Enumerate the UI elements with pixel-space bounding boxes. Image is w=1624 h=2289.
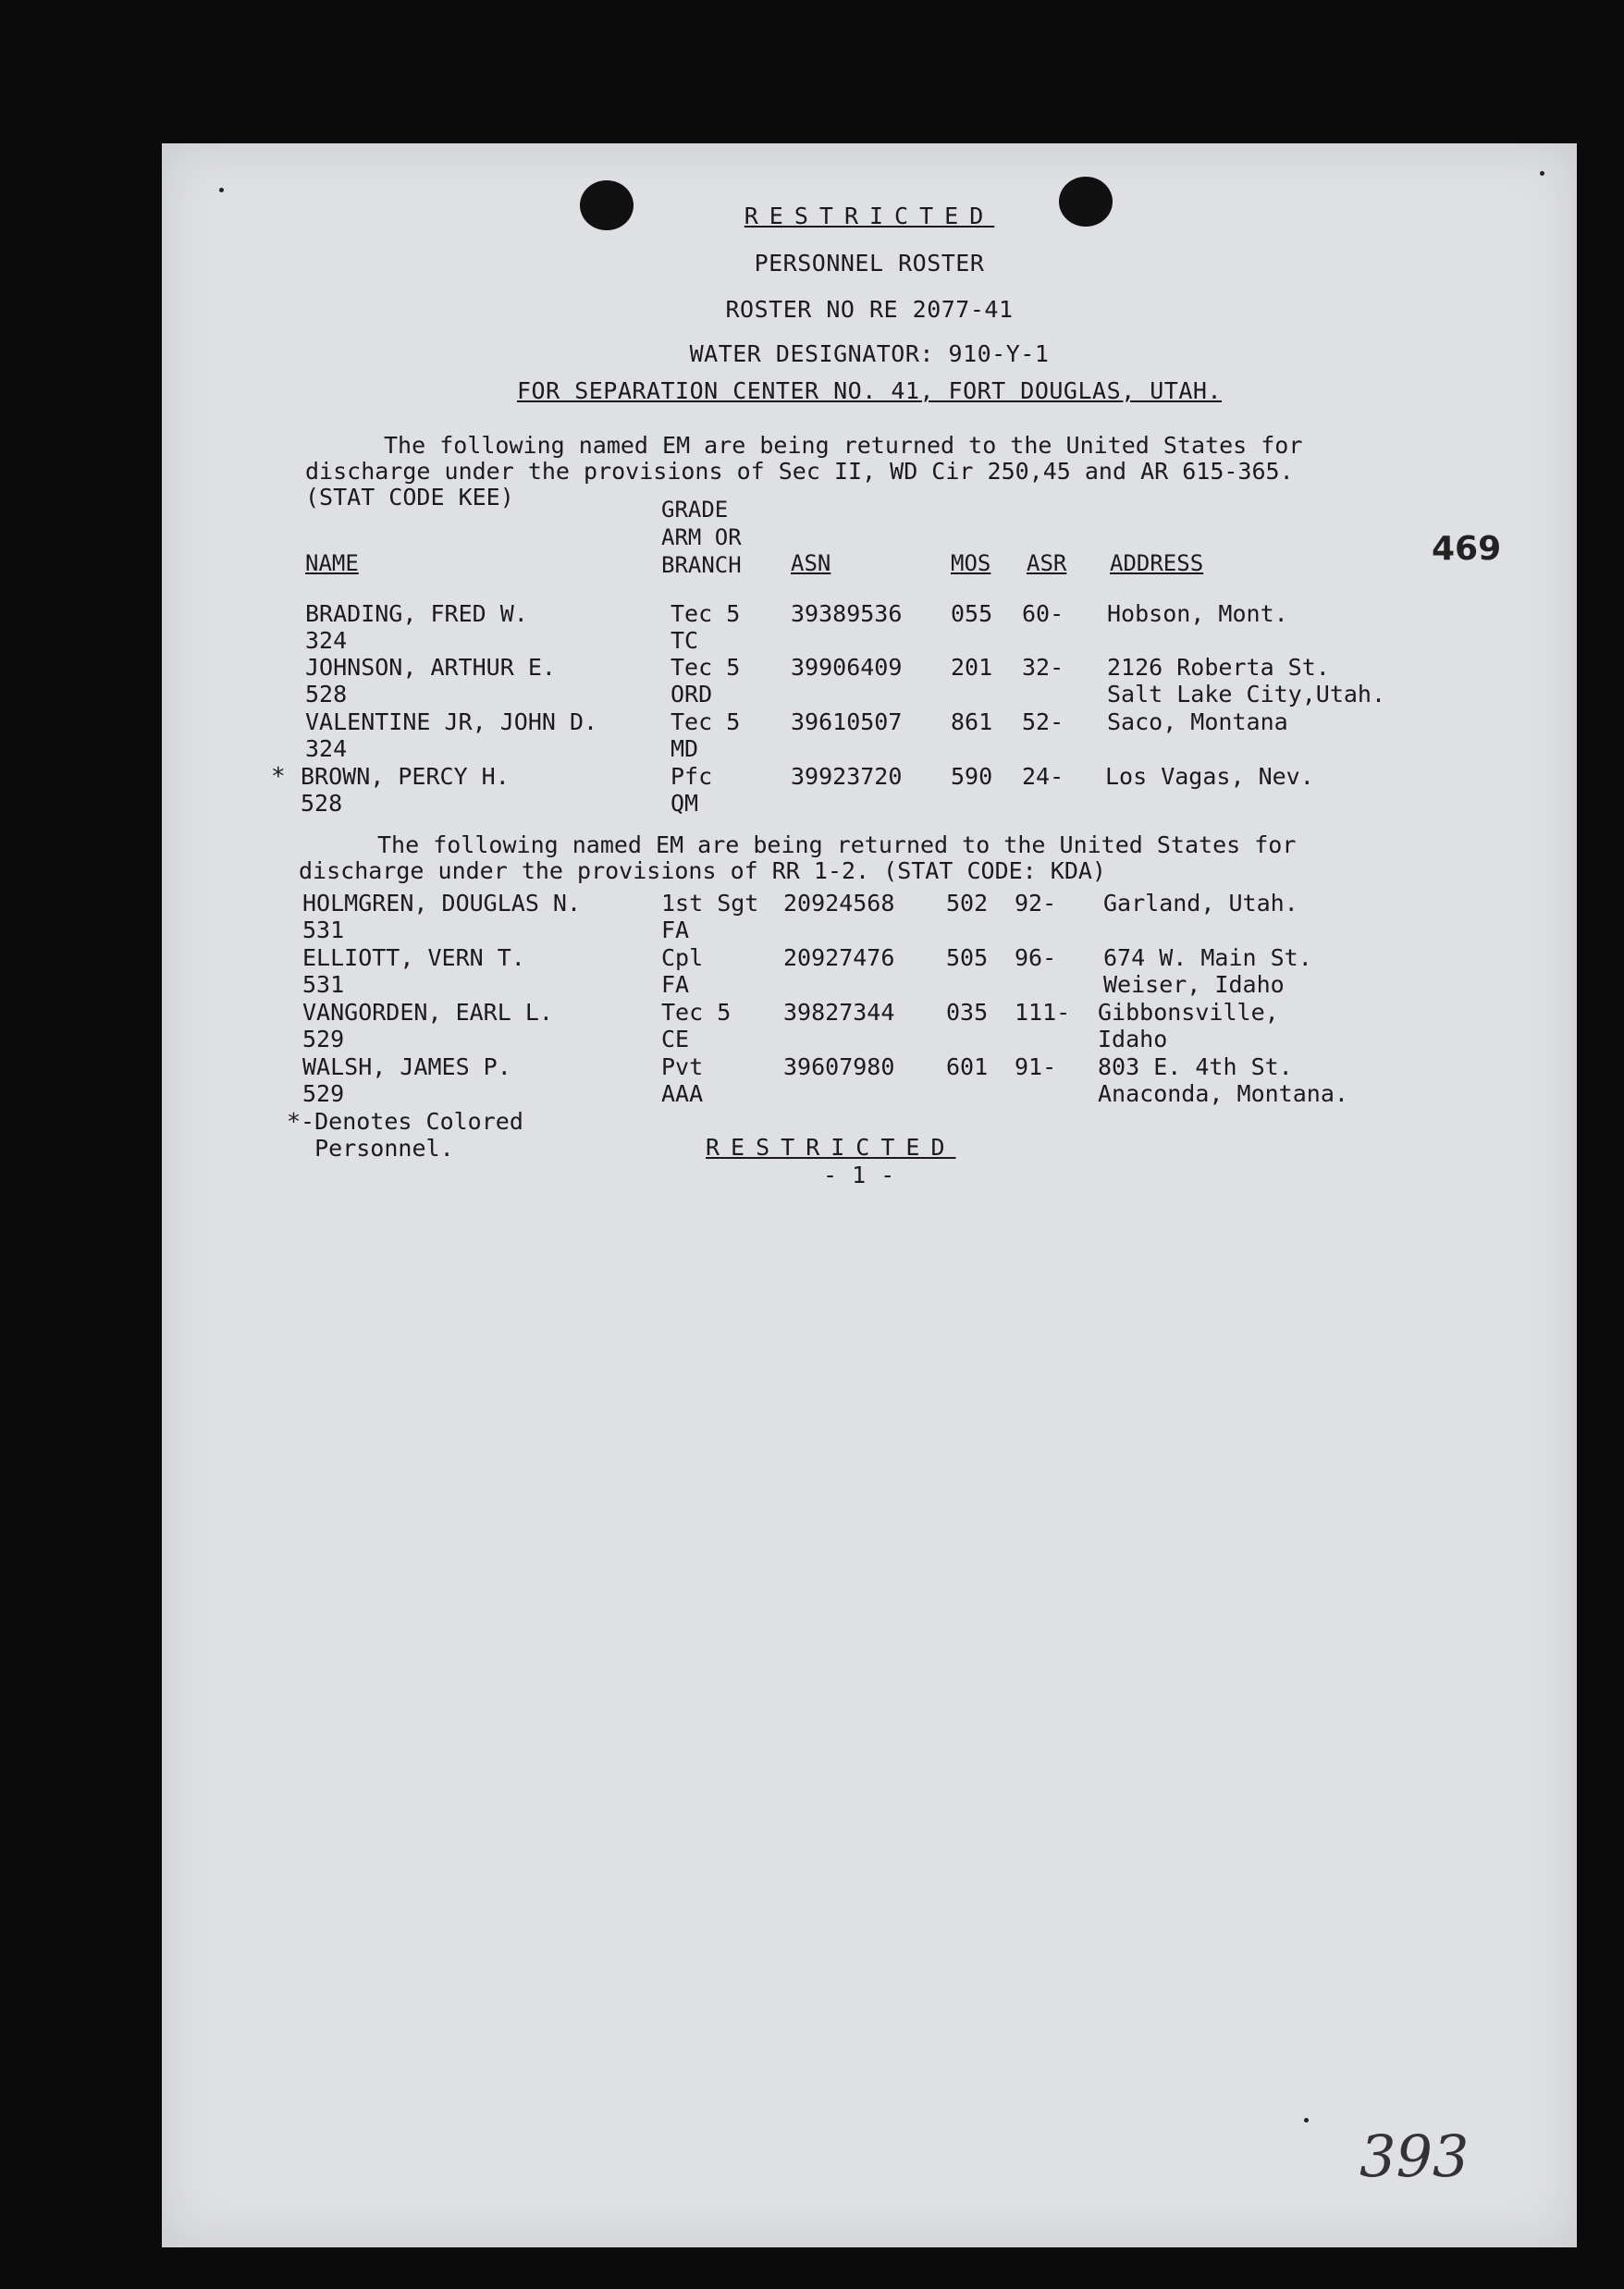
- row-asterisk: *: [271, 763, 286, 791]
- row-asn: 39923720: [791, 763, 903, 790]
- row-asr: 24-: [1022, 763, 1064, 790]
- row-mos: 601: [946, 1053, 989, 1080]
- row-mos: 055: [951, 600, 993, 627]
- row-asr: 91-: [1015, 1053, 1057, 1080]
- row-asr: 96-: [1015, 944, 1057, 971]
- row-grade: Pfc QM: [671, 763, 713, 817]
- row-asn: 39607980: [783, 1053, 895, 1080]
- row-asn: 39827344: [783, 999, 895, 1026]
- row-asr: 52-: [1022, 708, 1064, 735]
- row-name: ELLIOTT, VERN T. 531: [302, 944, 525, 998]
- row-address: 803 E. 4th St. Anaconda, Montana.: [1098, 1053, 1348, 1107]
- document-page: [162, 143, 1577, 2247]
- row-mos: 035: [946, 999, 989, 1026]
- row-grade: Tec 5 CE: [661, 999, 732, 1052]
- row-address: Gibbonsville, Idaho: [1098, 999, 1279, 1052]
- row-asn: 20927476: [783, 944, 895, 971]
- section2-intro: The following named EM are being returned to the United States for discharge under the provisions of RR 1-2. (STAT CODE: KDA): [299, 831, 1297, 884]
- footnote-colored-personnel: *-Denotes Colored Personnel.: [287, 1108, 523, 1162]
- row-name: HOLMGREN, DOUGLAS N. 531: [302, 890, 582, 943]
- row-mos: 201: [951, 654, 993, 681]
- col-header-asr: ASR: [1027, 550, 1067, 576]
- row-name: BRADING, FRED W. 324: [305, 600, 528, 654]
- col-header-name: NAME: [305, 550, 359, 576]
- row-asn: 39906409: [791, 654, 903, 681]
- stamped-number: 469: [1432, 530, 1502, 568]
- row-address: 674 W. Main St. Weiser, Idaho: [1103, 944, 1312, 998]
- row-mos: 502: [946, 890, 989, 917]
- row-asr: 60-: [1022, 600, 1064, 627]
- col-header-address: ADDRESS: [1110, 550, 1204, 576]
- row-grade: Cpl FA: [661, 944, 704, 998]
- row-address: Saco, Montana: [1107, 708, 1288, 735]
- row-mos: 505: [946, 944, 989, 971]
- col-header-grade: GRADE ARM OR BRANCH: [661, 497, 742, 578]
- row-grade: 1st Sgt FA: [661, 890, 759, 943]
- row-name: VALENTINE JR, JOHN D. 324: [305, 708, 598, 762]
- row-name: WALSH, JAMES P. 529: [302, 1053, 511, 1107]
- row-address: 2126 Roberta St. Salt Lake City,Utah.: [1107, 654, 1386, 708]
- row-asn: 39389536: [791, 600, 903, 627]
- speck: [219, 188, 224, 192]
- row-grade: Tec 5 ORD: [671, 654, 741, 708]
- row-asr: 111-: [1015, 999, 1071, 1026]
- row-asn: 39610507: [791, 708, 903, 735]
- handwritten-number: 393: [1359, 2123, 1470, 2190]
- row-mos: 861: [951, 708, 993, 735]
- section1-intro: The following named EM are being returned to the United States for discharge under the provisions of Sec II, WD Cir 250,45 and AR 615-365. (STAT CODE KEE): [305, 432, 1303, 511]
- document-title: PERSONNEL ROSTER: [754, 250, 985, 277]
- classification-bottom: RESTRICTED: [706, 1134, 956, 1161]
- row-name: BROWN, PERCY H. 528: [301, 763, 510, 817]
- classification-top: RESTRICTED: [744, 203, 995, 229]
- destination-line: FOR SEPARATION CENTER NO. 41, FORT DOUGLAS, UTAH.: [516, 377, 1222, 404]
- row-grade: Tec 5 MD: [671, 708, 741, 762]
- row-address: Hobson, Mont.: [1107, 600, 1288, 627]
- row-asr: 32-: [1022, 654, 1064, 681]
- row-asr: 92-: [1015, 890, 1057, 917]
- row-grade: Pvt AAA: [661, 1053, 704, 1107]
- speck: [1540, 171, 1544, 176]
- roster-number: ROSTER NO RE 2077-41: [725, 296, 1014, 323]
- row-address: Garland, Utah.: [1103, 890, 1298, 917]
- row-name: VANGORDEN, EARL L. 529: [302, 999, 553, 1052]
- row-asn: 20924568: [783, 890, 895, 917]
- speck: [1304, 2118, 1309, 2123]
- page-number: - 1 -: [823, 1162, 895, 1188]
- row-mos: 590: [951, 763, 993, 790]
- row-address: Los Vagas, Nev.: [1105, 763, 1314, 790]
- col-header-mos: MOS: [951, 550, 991, 576]
- col-header-asn: ASN: [791, 550, 831, 576]
- row-name: JOHNSON, ARTHUR E. 528: [305, 654, 556, 708]
- row-grade: Tec 5 TC: [671, 600, 741, 654]
- water-designator: WATER DESIGNATOR: 910-Y-1: [689, 340, 1050, 367]
